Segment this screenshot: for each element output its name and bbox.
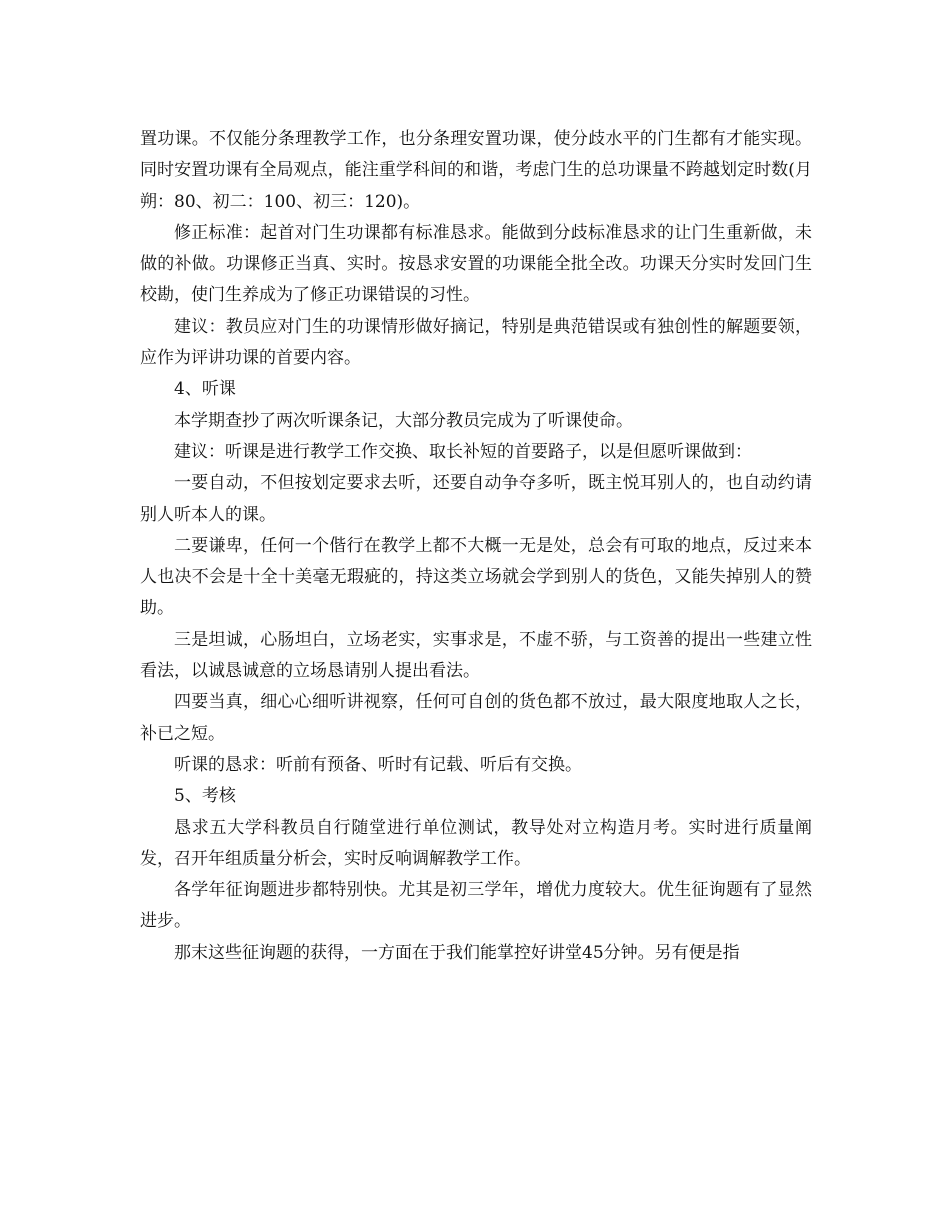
document-body — [140, 124, 812, 969]
paragraph: 恳求五大学科教员自行随堂进行单位测试，教导处对立构造月考。实时进行质量阐发，召开年组质量分析会，实时反响调解教学工作。 — [140, 817, 812, 869]
paragraph: 四要当真，细心心细听讲视察，任何可自创的货色都不放过，最大限度地取人之长，补已之短。 — [140, 692, 812, 744]
paragraph: 那末这些征询题的获得，一方面在于我们能掌控好讲堂45分钟。另有便是指 — [174, 942, 740, 963]
paragraph: 建议：教员应对门生的功课情形做好摘记，特别是典范错误或有独创性的解题要领，应作为评讲功课的首要内容。 — [140, 316, 812, 369]
paragraph: 一要自动，不但按划定要求去听，还要自动争夺多听，既主悦耳别人的，也自动约请别人听本人的课。 — [140, 473, 812, 525]
paragraph: 听课的恳求：听前有预备、听时有记载、听后有交换。 — [174, 754, 582, 775]
section-heading: 5、考核 — [174, 786, 236, 807]
paragraph: 三是坦诚，心肠坦白，立场老实，实事求是，不虚不骄，与工资善的提出一些建立性看法，以诚恳诚意的立场恳请别人提出看法。 — [140, 629, 812, 682]
paragraph: 修正标准：起首对门生功课都有标准恳求。能做到分歧标准恳求的让门生重新做，未做的补做。功课修正当真、实时。按恳求安置的功课能全批全改。功课天分实时发回门生校勘，使门生养成为了修正功课错误的习性。 — [140, 222, 812, 306]
paragraph: 二要谦卑，任何一个偕行在教学上都不大概一无是处，总会有可取的地点，反过来本人也决不会是十全十美毫无瑕疵的，持这类立场就会学到别人的货色，又能失掉别人的赞助。 — [140, 535, 812, 619]
paragraph: 本学期查抄了两次听课条记，大部分教员完成为了听课使命。 — [174, 410, 633, 431]
paragraph: 置功课。不仅能分条理教学工作，也分条理安置功课，使分歧水平的门生都有才能实现。同时安置功课有全局观点，能注重学科间的和谐，考虑门生的总功课量不跨越划定时数(月朔：80、初二：100、初三：120)。 — [140, 129, 812, 212]
paragraph: 建议：听课是进行教学工作交换、取长补短的首要路子，以是但愿听课做到： — [174, 441, 752, 462]
paragraph: 各学年征询题进步都特别快。尤其是初三学年，增优力度较大。优生征询题有了显然进步。 — [140, 880, 812, 932]
section-heading: 4、听课 — [174, 379, 236, 400]
